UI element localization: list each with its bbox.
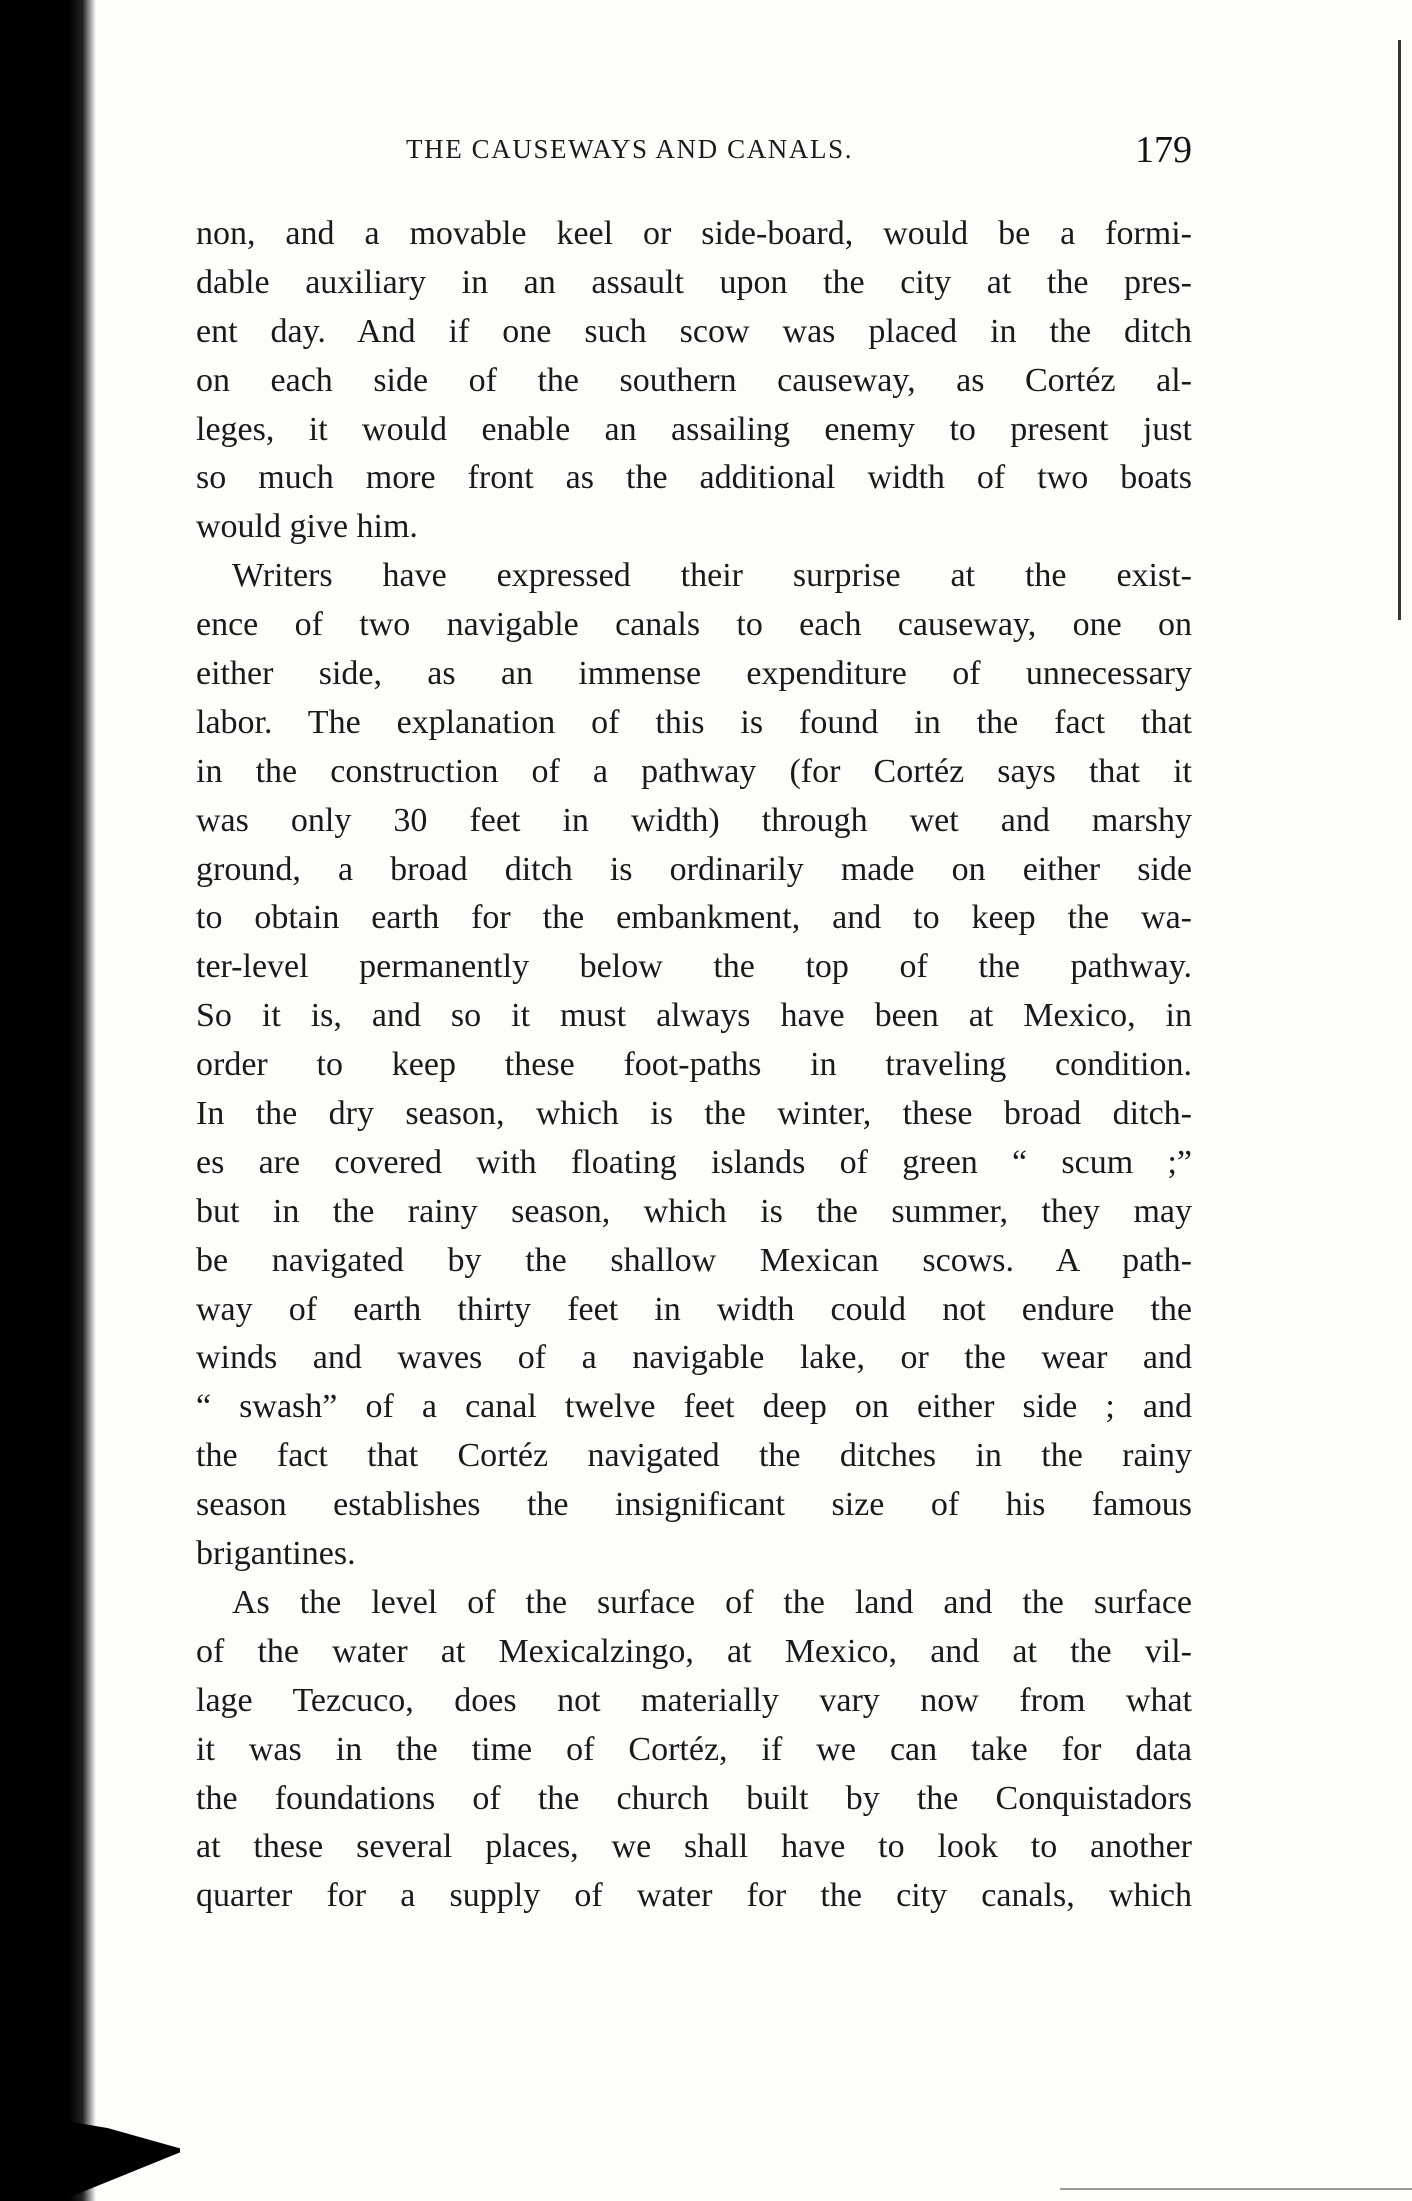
text-line: es are covered with floating islands of green “ scum ;” xyxy=(196,1143,1192,1181)
text-line: lage Tezcuco, does not materially vary now from what xyxy=(196,1681,1192,1719)
text-line: brigantines. xyxy=(196,1535,356,1573)
text-line: ent day. And if one such scow was placed in the ditch xyxy=(196,312,1192,350)
text-line: on each side of the southern causeway, as Cortéz al- xyxy=(196,361,1192,399)
text-line: the foundations of the church built by the Conquistadors xyxy=(196,1779,1192,1817)
text-line: ter-level permanently below the top of the pathway. xyxy=(196,948,1192,986)
running-head xyxy=(186,128,1196,178)
body-text xyxy=(196,210,1192,1921)
text-line: way of earth thirty feet in width could not endure the xyxy=(196,1290,1192,1328)
text-line: ence of two navigable canals to each causeway, one on xyxy=(196,606,1192,644)
text-line: in the construction of a pathway (for Cortéz says that it xyxy=(196,752,1192,790)
text-line: winds and waves of a navigable lake, or the wear and xyxy=(196,1339,1192,1377)
binding-edge-shadow xyxy=(0,0,96,2201)
text-line: dable auxiliary in an assault upon the city at the pres- xyxy=(196,263,1192,301)
text-line: leges, it would enable an assailing enemy to present just xyxy=(196,410,1192,448)
running-head-title: THE CAUSEWAYS AND CANALS. xyxy=(406,134,854,164)
text-line: ground, a broad ditch is ordinarily made on either side xyxy=(196,850,1192,888)
text-line: was only 30 feet in width) through wet and marshy xyxy=(196,801,1192,839)
scan-bottom-line xyxy=(1060,2188,1412,2190)
text-line: so much more front as the additional width of two boats xyxy=(196,459,1192,497)
text-line: order to keep these foot-paths in traveling condition. xyxy=(196,1046,1192,1084)
text-line: In the dry season, which is the winter, these broad ditch- xyxy=(196,1095,1192,1133)
text-line: labor. The explanation of this is found in the fact that xyxy=(196,703,1192,741)
paragraph-start-line: Writers have expressed their surprise at the exist- xyxy=(232,557,1192,595)
paragraph-start-line: As the level of the surface of the land and the surface xyxy=(232,1583,1192,1621)
text-line: but in the rainy season, which is the summer, they may xyxy=(196,1192,1192,1230)
text-line: season establishes the insignificant size of his famous xyxy=(196,1486,1192,1524)
text-line: would give him. xyxy=(196,508,418,546)
text-line: be navigated by the shallow Mexican scows. A path- xyxy=(196,1241,1192,1279)
page-number: 179 xyxy=(1135,129,1192,171)
text-line: the fact that Cortéz navigated the ditches in the rainy xyxy=(196,1437,1192,1475)
text-line: quarter for a supply of water for the city canals, which xyxy=(196,1877,1192,1915)
text-line: at these several places, we shall have to look to another xyxy=(196,1828,1192,1866)
text-line: of the water at Mexicalzingo, at Mexico, and at the vil- xyxy=(196,1632,1192,1670)
text-line: “ swash” of a canal twelve feet deep on either side ; and xyxy=(196,1388,1192,1426)
text-line: it was in the time of Cortéz, if we can take for data xyxy=(196,1730,1192,1768)
text-line: to obtain earth for the embankment, and to keep the wa- xyxy=(196,899,1192,937)
text-line: either side, as an immense expenditure of unnecessary xyxy=(196,655,1192,693)
text-line: So it is, and so it must always have been at Mexico, in xyxy=(196,997,1192,1035)
scan-edge-line xyxy=(1398,40,1401,620)
text-line: non, and a movable keel or side-board, would be a formi- xyxy=(196,215,1192,252)
